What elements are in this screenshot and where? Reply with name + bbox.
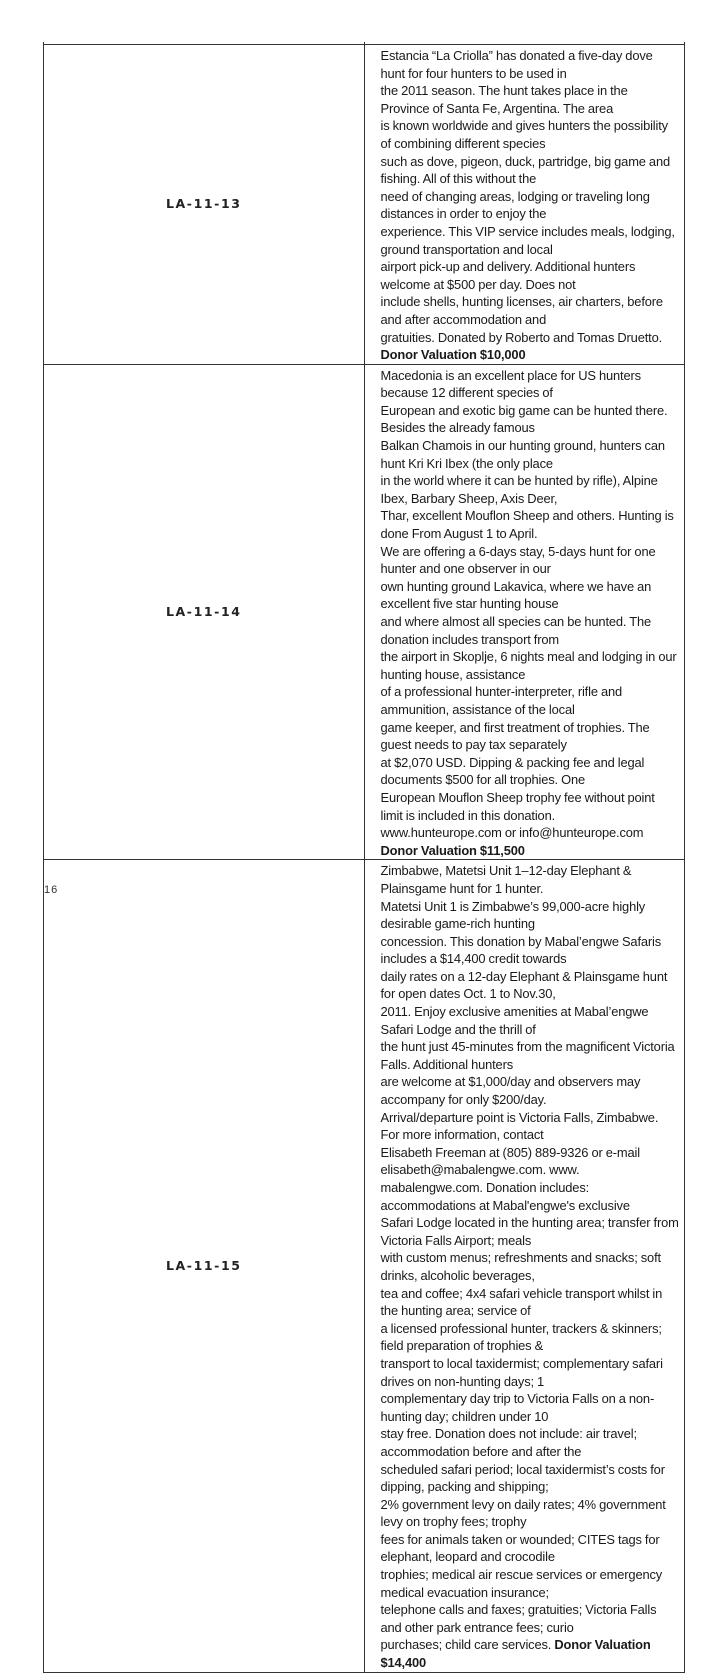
desc-line: Macedonia is an excellent place for US hunters because 12 different species of <box>380 367 641 401</box>
desc-line: Matetsi Unit 1 is Zimbabwe’s 99,000-acre highly desirable game-rich hunting <box>380 898 646 932</box>
desc-line-last <box>381 329 680 364</box>
lot-id: LA-11-15 <box>165 1257 242 1273</box>
desc-line-last <box>381 1636 680 1671</box>
desc-line: with custom menus; refreshments and snacks; soft drinks, alcoholic beverages, <box>380 1250 661 1283</box>
desc-line: the airport in Skoplje, 6 nights meal and lodging in our hunting house, assistance <box>380 649 677 682</box>
lot-id-cell <box>44 364 365 860</box>
desc-line: at $2,070 USD. Dipping & packing fee and legal documents $500 for all trophies. One <box>380 754 645 788</box>
donor-valuation: Donor Valuation $11,500 <box>380 842 525 858</box>
desc-line: trophies; medical air rescue services or emergency medical evacuation insurance; <box>380 1567 663 1600</box>
desc-line: Arrival/departure point is Victoria Falls, Zimbabwe. For more information, contact <box>380 1109 659 1143</box>
desc-line: own hunting ground Lakavica, where we have an excellent five star hunting house <box>380 578 652 612</box>
lot-description <box>364 45 685 365</box>
desc-line: Estancia “La Criolla” has donated a five-day dove hunt for four hunters to be used in <box>380 48 653 81</box>
desc-line: Elisabeth Freeman at (805) 889-9326 or e-mail elisabeth@mabalengwe.com. www. <box>380 1144 640 1178</box>
desc-line: airport pick-up and delivery. Additional hunters welcome at $500 per day. Does not <box>380 259 636 292</box>
desc-line: Thar, excellent Mouflon Sheep and others. Hunting is done From August 1 to April. <box>380 508 674 542</box>
desc-line: stay free. Donation does not include: air travel; accommodation before and after the <box>380 1426 637 1459</box>
desc-line: complementary day trip to Victoria Falls on a non-hunting day; children under 10 <box>380 1391 655 1424</box>
donor-valuation: Donor Valuation $10,000 <box>380 347 526 363</box>
desc-line: in the world where it can be hunted by rifle), Alpine Ibex, Barbary Sheep, Axis Deer, <box>380 473 658 506</box>
desc-text: purchases; child care services. <box>380 1637 552 1653</box>
desc-line: is known worldwide and gives hunters the possibility of combining different species <box>380 118 668 151</box>
desc-line: experience. This VIP service includes meals, lodging, ground transportation and local <box>380 223 675 257</box>
desc-text: gratuities. Donated by Roberto and Tomas Druetto. <box>380 329 663 345</box>
lot-row-la-11-15 <box>44 860 685 1672</box>
desc-line: the hunt just 45-minutes from the magnificent Victoria Falls. Additional hunters <box>380 1039 675 1072</box>
desc-line-last <box>381 824 680 859</box>
lot-description <box>364 860 685 1672</box>
desc-line: are welcome at $1,000/day and observers may accompany for only $200/day. <box>380 1074 641 1108</box>
lot-row-la-11-13 <box>44 45 685 365</box>
desc-line: European and exotic big game can be hunted there. Besides the already famous <box>380 402 668 436</box>
desc-line: telephone calls and faxes; gratuities; Victoria Falls and other park entrance fees; curio <box>380 1602 657 1635</box>
donor-valuation: Donor Valuation $14,400 <box>380 1637 651 1671</box>
desc-line: such as dove, pigeon, duck, partridge, big game and fishing. All of this without the <box>380 153 670 187</box>
desc-line: Zimbabwe, Matetsi Unit 1–12-day Elephant & Plainsgame hunt for 1 hunter. <box>380 863 632 896</box>
desc-line: European Mouflon Sheep trophy fee without point limit is included in this donation. <box>380 789 655 823</box>
desc-line: mabalengwe.com. Donation includes: accommodations at Mabal'engwe's exclusive <box>380 1180 630 1213</box>
lot-row-la-11-14 <box>44 364 685 860</box>
desc-line: daily rates on a 12-day Elephant & Plainsgame hunt for open dates Oct. 1 to Nov.30, <box>380 968 668 1002</box>
desc-line: transport to local taxidermist; complementary safari drives on non-hunting days; 1 <box>380 1355 663 1389</box>
desc-line: concession. This donation by Mabal’engwe Safaris includes a $14,400 credit towards <box>380 933 662 967</box>
desc-line: include shells, hunting licenses, air charters, before and after accommodation and <box>380 294 663 327</box>
desc-line: scheduled safari period; local taxidermist’s costs for dipping, packing and shipping; <box>380 1461 665 1495</box>
desc-line: game keeper, and first treatment of trophies. The guest needs to pay tax separately <box>380 719 650 753</box>
lot-id: LA-11-13 <box>165 196 242 212</box>
desc-line: and where almost all species can be hunted. The donation includes transport from <box>380 614 651 647</box>
auction-catalog-table <box>43 42 685 1673</box>
desc-line: the 2011 season. The hunt takes place in the Province of Santa Fe, Argentina. The area <box>380 83 628 116</box>
desc-line: fees for animals taken or wounded; CITES tags for elephant, leopard and crocodile <box>380 1531 660 1565</box>
desc-line: Safari Lodge located in the hunting area; transfer from Victoria Falls Airport; meals <box>380 1215 679 1248</box>
desc-line: 2% government levy on daily rates; 4% government levy on trophy fees; trophy <box>380 1496 666 1530</box>
desc-line: of a professional hunter-interpreter, rifle and ammunition, assistance of the local <box>380 684 623 717</box>
lot-description <box>364 364 685 860</box>
lot-id: LA-11-14 <box>165 604 242 619</box>
desc-line: 2011. Enjoy exclusive amenities at Mabal’engwe Safari Lodge and the thrill of <box>380 1004 649 1037</box>
desc-line: a licensed professional hunter, trackers & skinners; field preparation of trophies & <box>380 1320 662 1354</box>
desc-line: need of changing areas, lodging or traveling long distances in order to enjoy the <box>380 188 650 222</box>
lot-id-cell <box>44 45 365 365</box>
desc-text: www.hunteurope.com or info@hunteurope.com <box>380 825 644 841</box>
lot-id-cell <box>44 860 365 1672</box>
page-number: 16 <box>44 884 59 896</box>
desc-line: tea and coffee; 4x4 safari vehicle transport whilst in the hunting area; service of <box>380 1285 663 1319</box>
desc-line: Balkan Chamois in our hunting ground, hunters can hunt Kri Kri Ibex (the only place <box>380 438 665 471</box>
desc-line: We are offering a 6-days stay, 5-days hunt for one hunter and one observer in our <box>380 543 656 577</box>
